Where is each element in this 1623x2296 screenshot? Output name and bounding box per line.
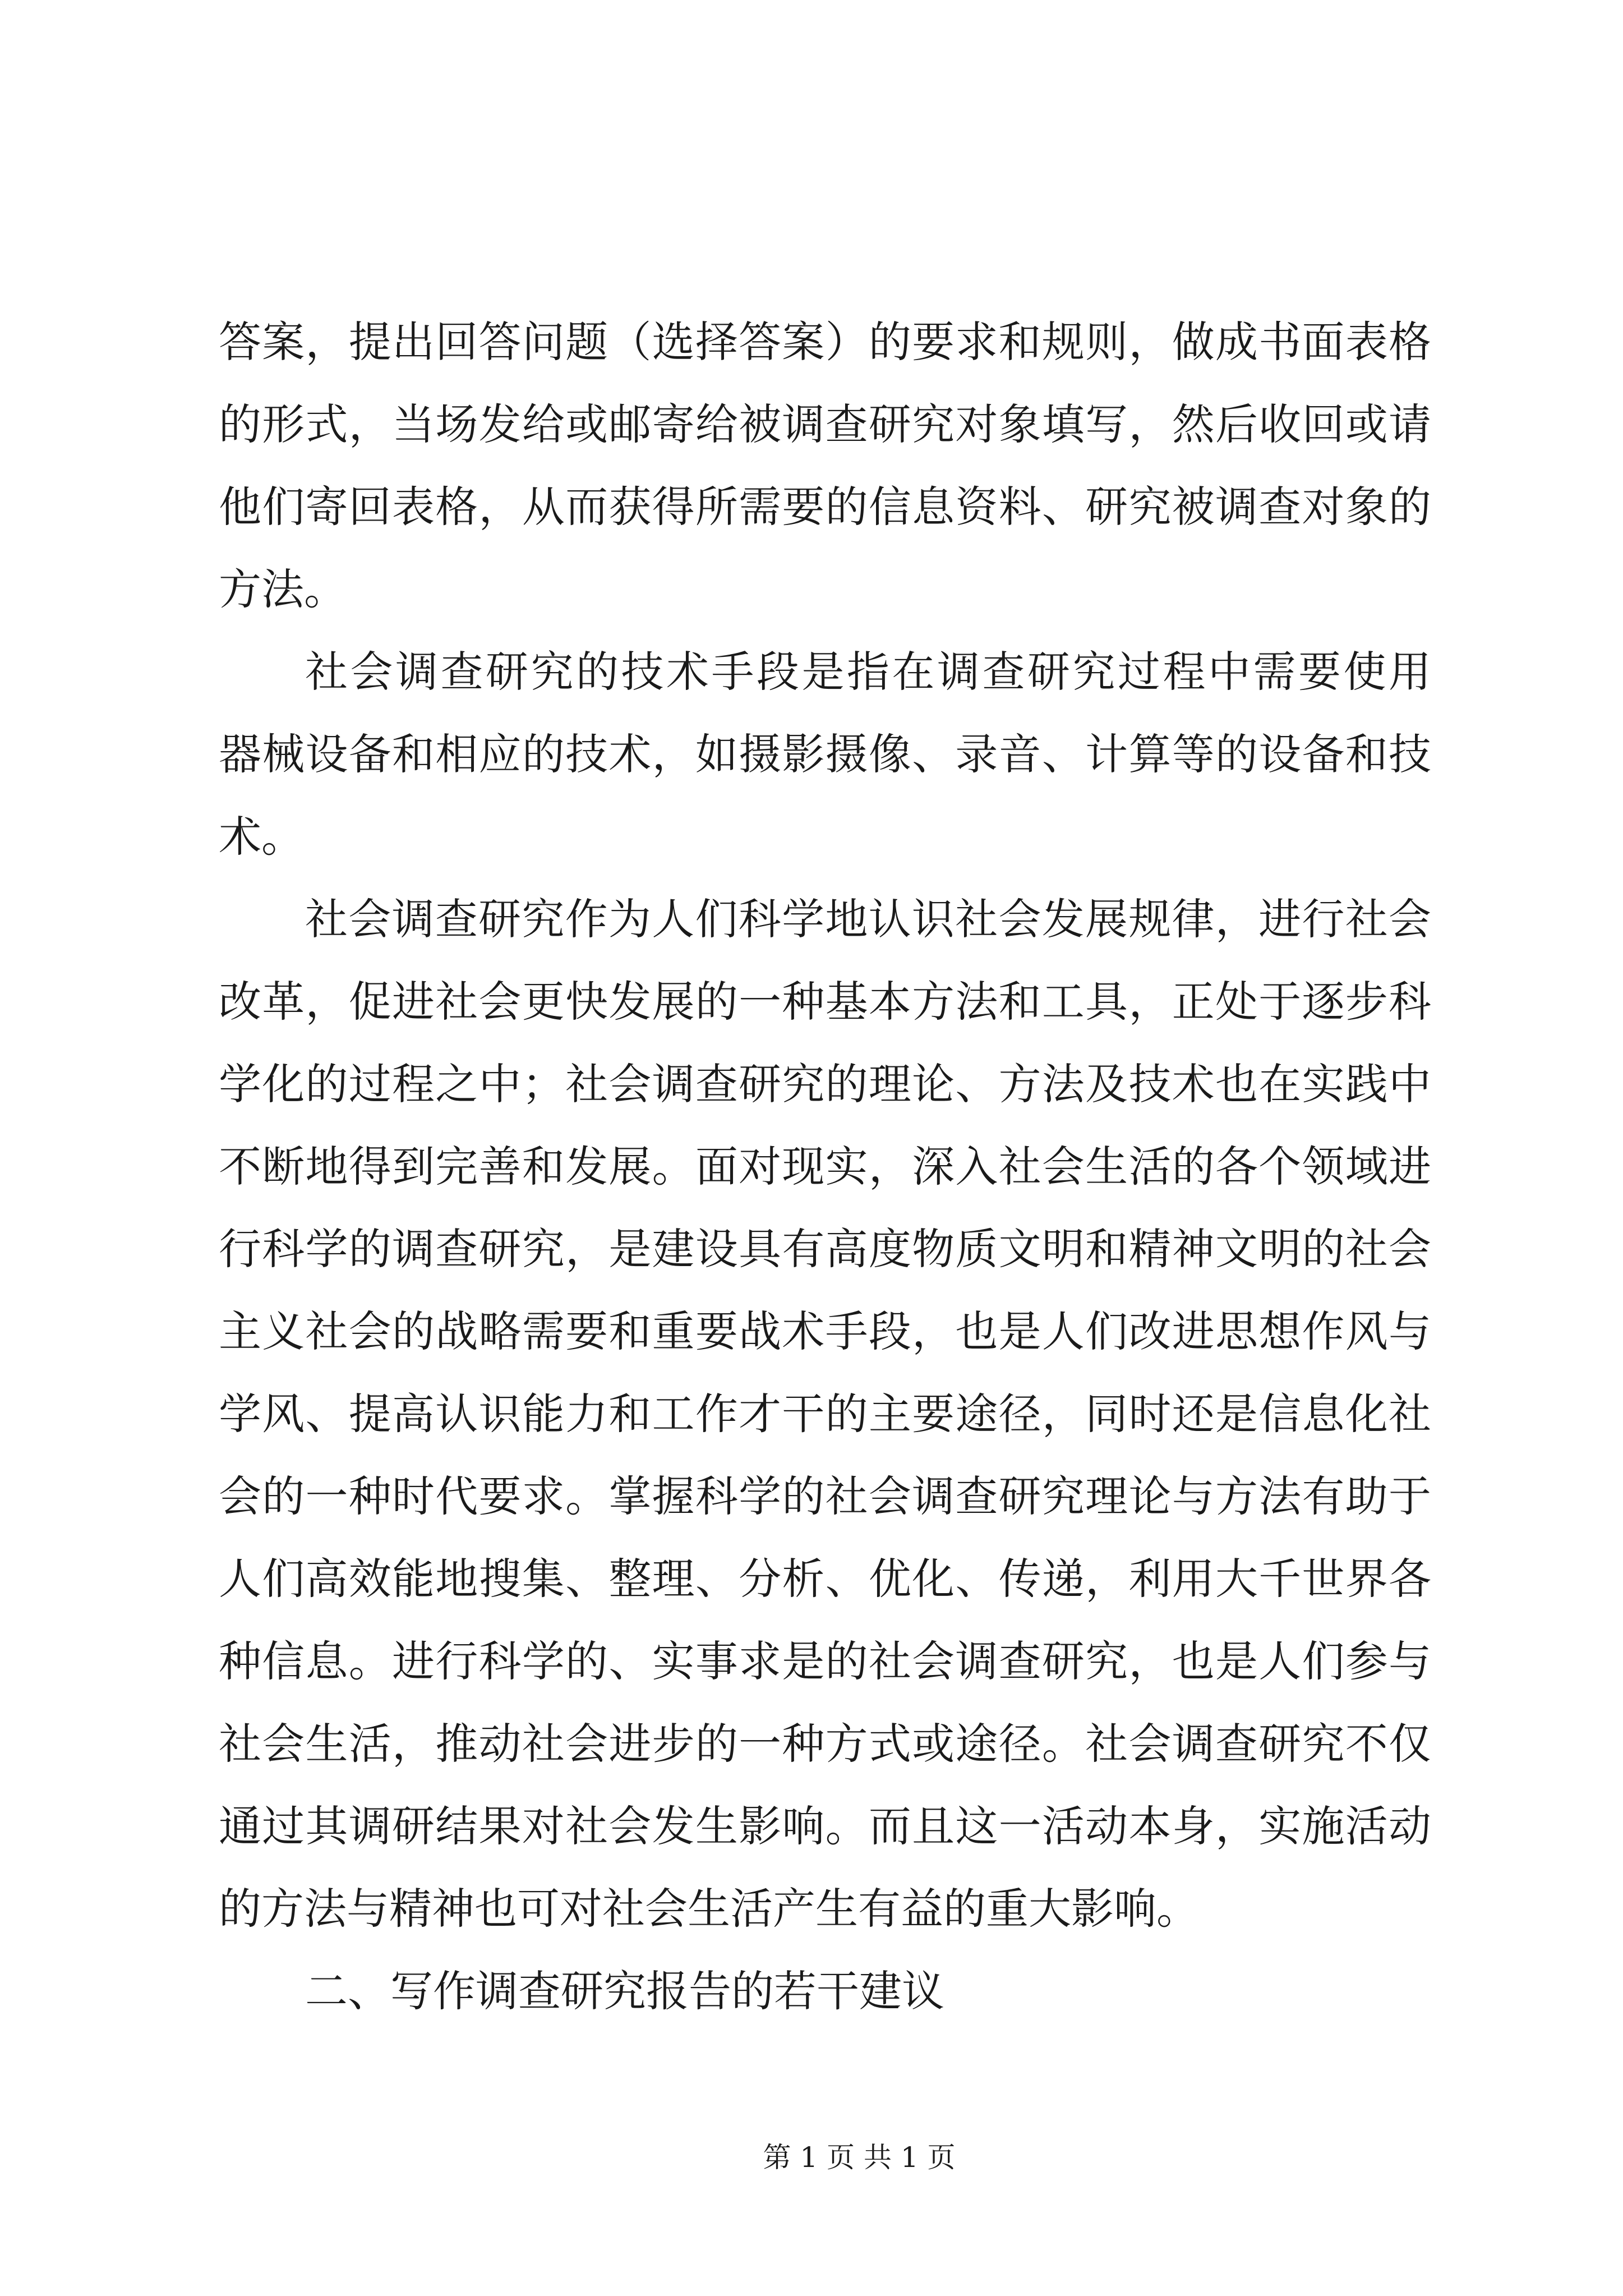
section-heading bbox=[219, 1950, 1431, 2032]
text-line: 二、写作调查研究报告的若干建议 bbox=[305, 1966, 944, 2016]
paragraph bbox=[219, 631, 1431, 878]
text-line: 会的一种时代要求。掌握科学的社会调查研究理论与方法有助于 bbox=[219, 1471, 1431, 1521]
text-line: 学风、提高认识能力和工作才干的主要途径，同时还是信息化社 bbox=[219, 1389, 1431, 1439]
text-line: 术。 bbox=[219, 812, 304, 862]
text-line: 主义社会的战略需要和重要战术手段，也是人们改进思想作风与 bbox=[219, 1306, 1431, 1356]
text-line: 行科学的调查研究，是建设具有高度物质文明和精神文明的社会 bbox=[219, 1224, 1431, 1274]
text-line: 方法。 bbox=[219, 564, 347, 614]
text-line: 他们寄回表格，从而获得所需要的信息资料、研究被调查对象的 bbox=[219, 482, 1431, 532]
text-line: 通过其调研结果对社会发生影响。而且这一活动本身，实施活动 bbox=[219, 1801, 1431, 1851]
text-line: 社会调查研究的技术手段是指在调查研究过程中需要使用 bbox=[305, 647, 1431, 697]
text-line: 种信息。进行科学的、实事求是的社会调查研究，也是人们参与 bbox=[219, 1636, 1431, 1686]
paragraph bbox=[219, 878, 1431, 1950]
text-line: 社会生活，推动社会进步的一种方式或途径。社会调查研究不仅 bbox=[219, 1719, 1431, 1769]
text-line: 答案，提出回答问题（选择答案）的要求和规则，做成书面表格 bbox=[219, 317, 1431, 367]
paragraph bbox=[219, 301, 1431, 631]
text-line: 学化的过程之中；社会调查研究的理论、方法及技术也在实践中 bbox=[219, 1059, 1431, 1109]
page-footer: 第 1 页 共 1 页 bbox=[763, 2141, 956, 2174]
text-line: 人们高效能地搜集、整理、分析、优化、传递，利用大千世界各 bbox=[219, 1554, 1431, 1604]
text-line: 不断地得到完善和发展。面对现实，深入社会生活的各个领域进 bbox=[219, 1142, 1431, 1191]
text-line: 社会调查研究作为人们科学地认识社会发展规律，进行社会 bbox=[305, 894, 1431, 944]
document-body bbox=[219, 301, 1431, 2032]
text-line: 器械设备和相应的技术，如摄影摄像、录音、计算等的设备和技 bbox=[219, 729, 1431, 779]
text-line: 的形式，当场发给或邮寄给被调查研究对象填写，然后收回或请 bbox=[219, 399, 1431, 449]
text-line: 改革，促进社会更快发展的一种基本方法和工具，正处于逐步科 bbox=[219, 977, 1431, 1027]
text-line: 的方法与精神也可对社会生活产生有益的重大影响。 bbox=[219, 1884, 1199, 1934]
